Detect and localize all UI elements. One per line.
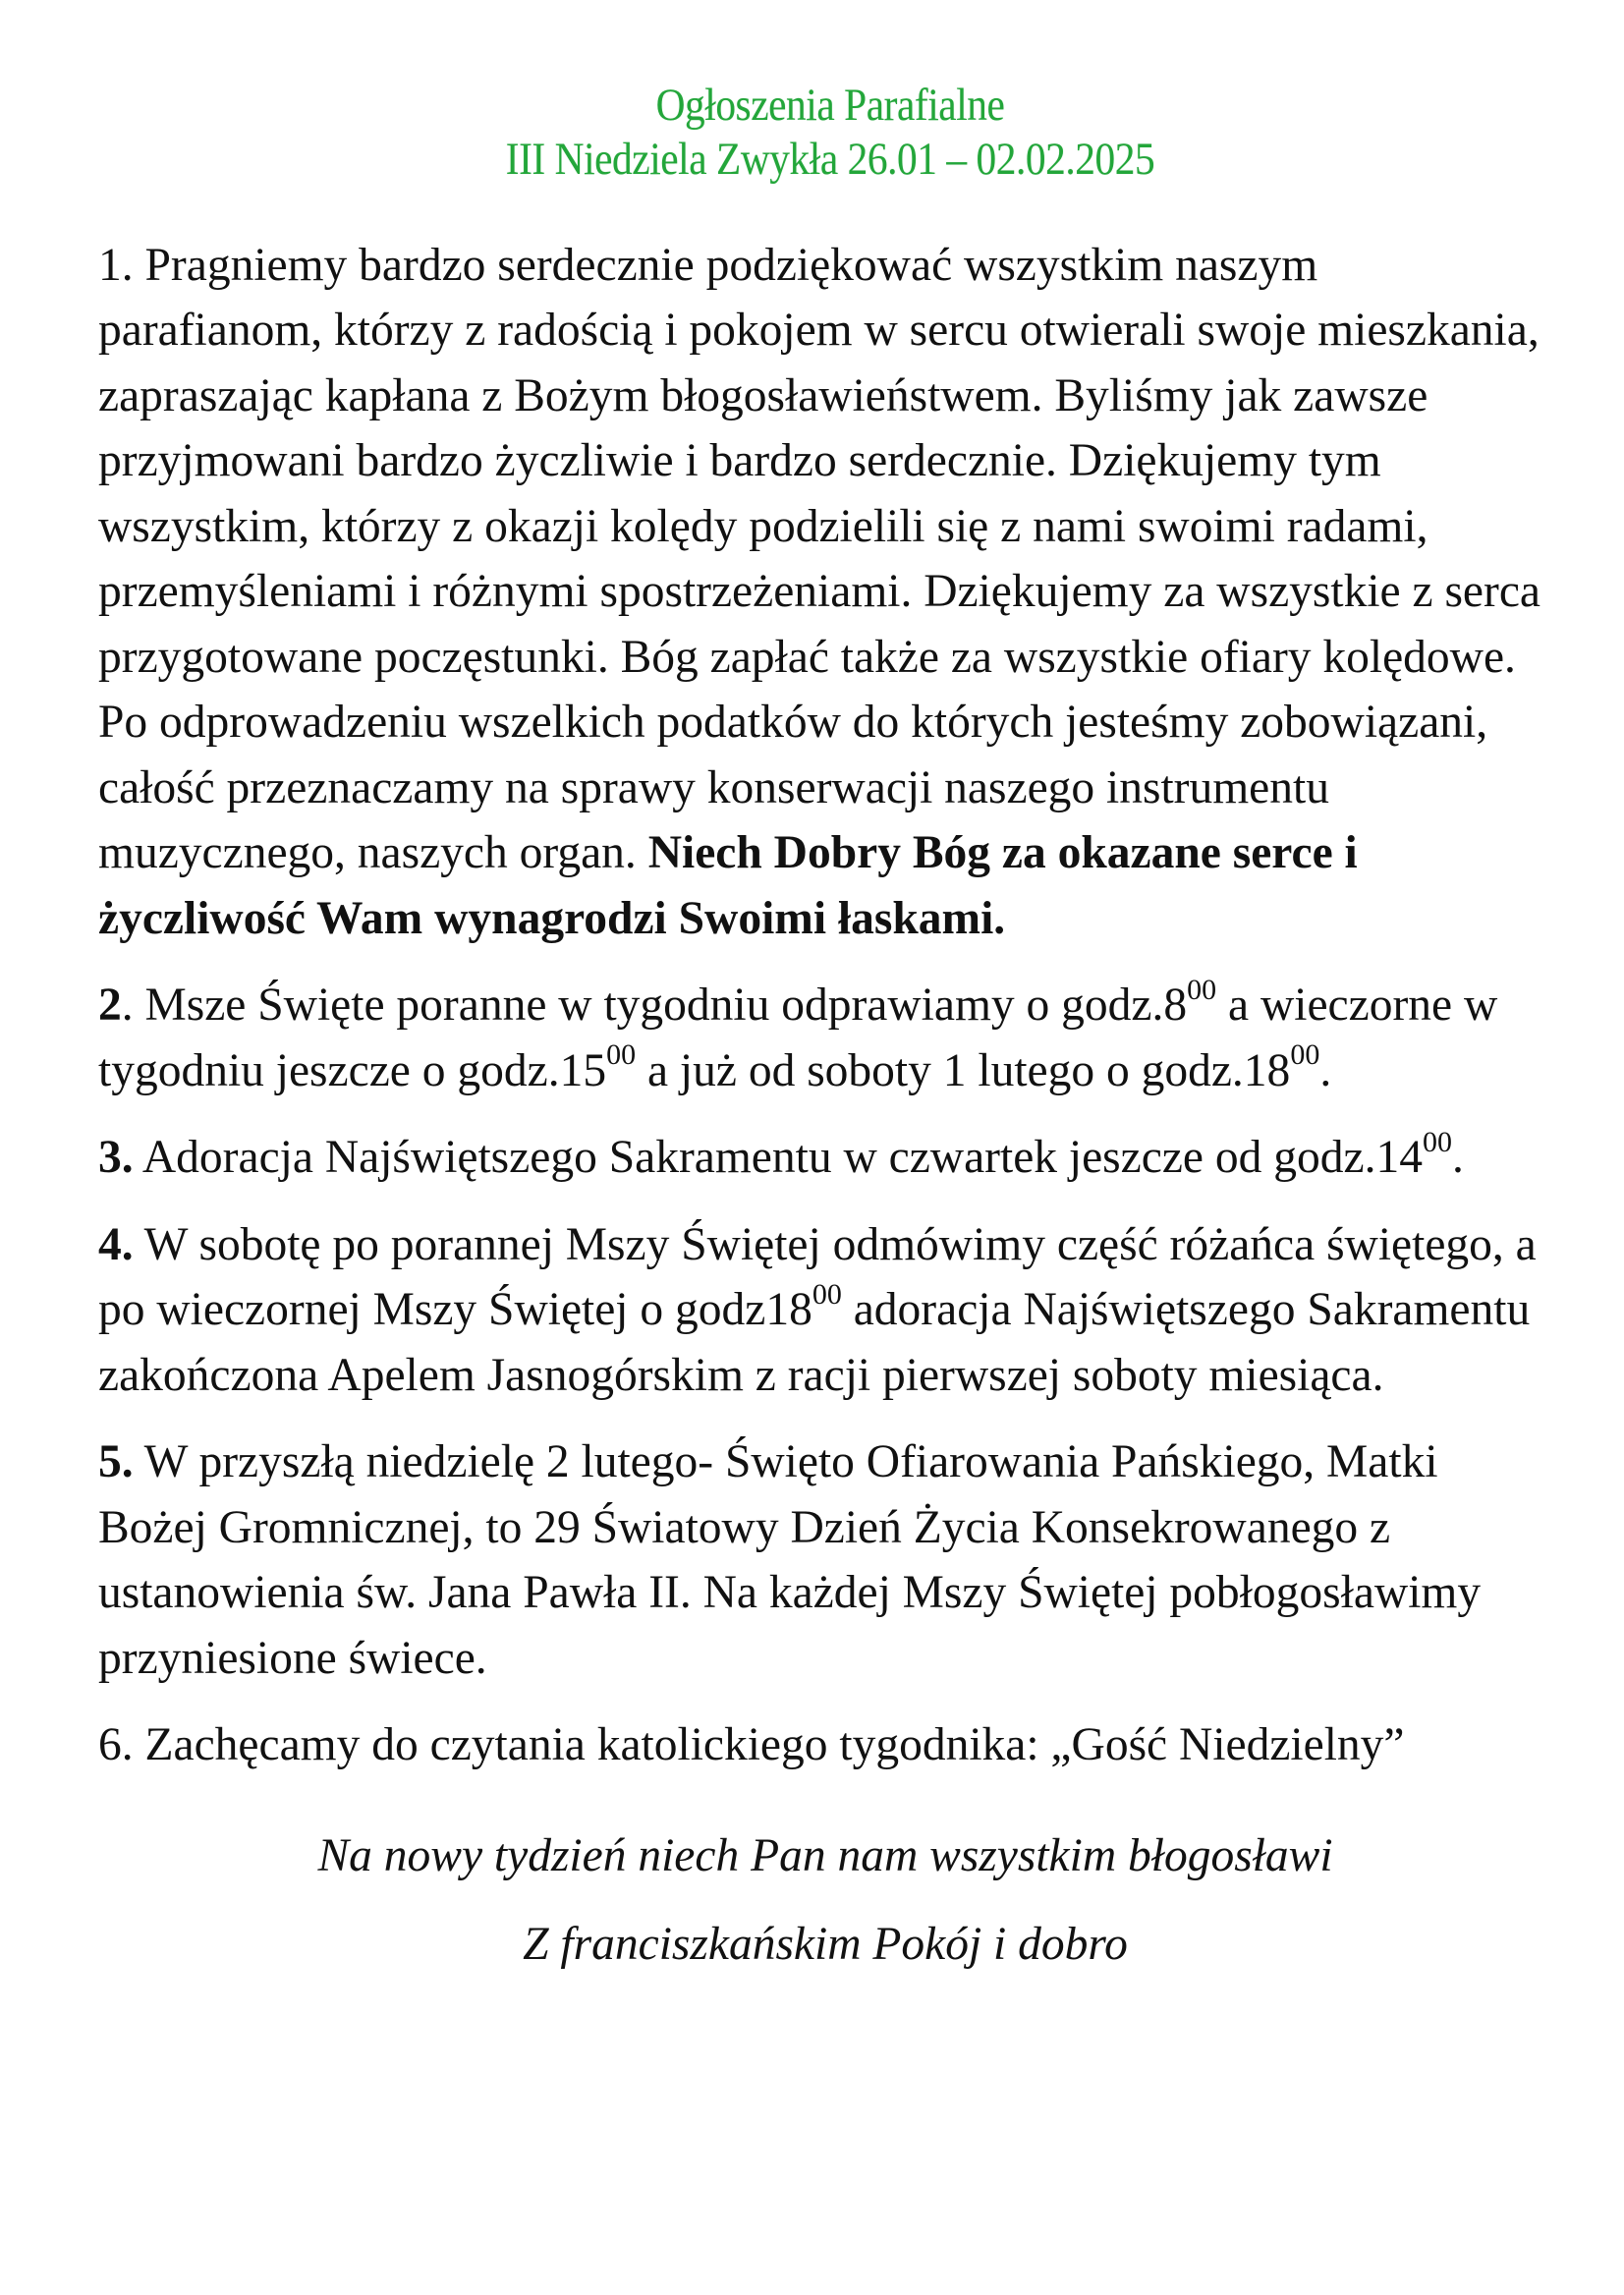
announcement-2 [98,973,1552,1103]
announcement-text: W sobotę po porannej Mszy Świętej odmówimy część różańca świętego, a po wieczornej Mszy Świętej o godz18 [98,1218,1537,1336]
announcement-3 [98,1125,1552,1191]
announcement-number: 2 [98,980,122,1032]
closing-line-2: Z franciszkańskim Pokój i dobro [523,1918,1128,1970]
closing-line-1: Na nowy tydzień niech Pan nam wszystkim błogosławi [317,1829,1333,1881]
announcement-6 [98,1712,1552,1778]
announcement-1 [98,233,1552,952]
announcement-text: Adoracja Najświętszego Sakramentu w czwartek jeszcze od godz.14 [133,1132,1423,1184]
document-subtitle: III Niedziela Zwykła 26.01 – 02.02.2025 [505,134,1155,186]
announcement-text: . Msze Święte poranne w tygodniu odprawiamy o godz.8 [121,980,1188,1032]
announcement-header [195,79,1466,188]
announcement-text: a wieczorne w tygodniu jeszcze o godz.15 [98,980,1498,1096]
superscript-minutes: 00 [606,1038,637,1072]
announcement-number: 1. [98,239,134,291]
superscript-minutes: 00 [1290,1038,1320,1072]
document-page [98,79,1552,1988]
announcement-4 [98,1212,1552,1409]
announcement-text: adoracja Najświętszego Sakramentu zakończona Apelem Jasnogórskim z racji pierwszej soboty miesiąca. [98,1284,1531,1401]
announcement-bold-text: Niech Dobry Bóg za okazane serce i życzliwość Wam wynagrodzi Swoimi łaskami. [98,827,1358,944]
announcements-list [98,233,1552,1778]
announcement-number: 5. [98,1436,134,1488]
announcement-text: Pragniemy bardzo serdecznie podziękować wszystkim naszym parafianom, którzy z radością i pokojem w sercu otwierali swoje mieszkania, zapraszając kapłana z Bożym błogosławieństwem. Byliśmy jak zawsze przyjmowani bardzo życzliwie i bardzo serdecznie. Dziękujemy tym wszystkim, którzy z okazji kolędy podzielili się z nami swoimi radami, przemyśleniami i różnymi spostrzeżeniami. Dziękujemy za wszystkie z serca przygotowane poczęstunki. Bóg zapłać także za wszystkie ofiary kolędowe. Po odprowadzeniu wszelkich podatków do których jesteśmy zobowiązani, całość przeznaczamy na sprawy konserwacji naszego instrumentu muzycznego, naszych organ. [98,239,1541,879]
announcement-text: . [1451,1132,1464,1184]
announcement-number: 6. [98,1719,134,1771]
superscript-minutes: 00 [1187,973,1217,1006]
announcement-number: 3. [98,1132,134,1184]
superscript-minutes: 00 [1422,1125,1452,1158]
announcement-text: W przyszłą niedzielę 2 lutego- Święto Ofiarowania Pańskiego, Matki Bożej Gromnicznej, to 29 Światowy Dzień Życia Konsekrowanego z ustanowienia św. Jana Pawła II. Na każdej Mszy Świętej pobłogosławimy przyniesione świece. [98,1436,1482,1684]
document-title: Ogłoszenia Parafialne [655,80,1005,131]
announcement-number: 4. [98,1218,134,1270]
superscript-minutes: 00 [812,1277,842,1311]
closing-blessing [98,1812,1552,1988]
announcement-text: a już od soboty 1 lutego o godz.18 [636,1044,1291,1096]
announcement-text: . [1319,1044,1332,1096]
announcement-text: Zachęcamy do czytania katolickiego tygodnika: „Gość Niedzielny” [133,1719,1405,1771]
announcement-5 [98,1429,1552,1691]
